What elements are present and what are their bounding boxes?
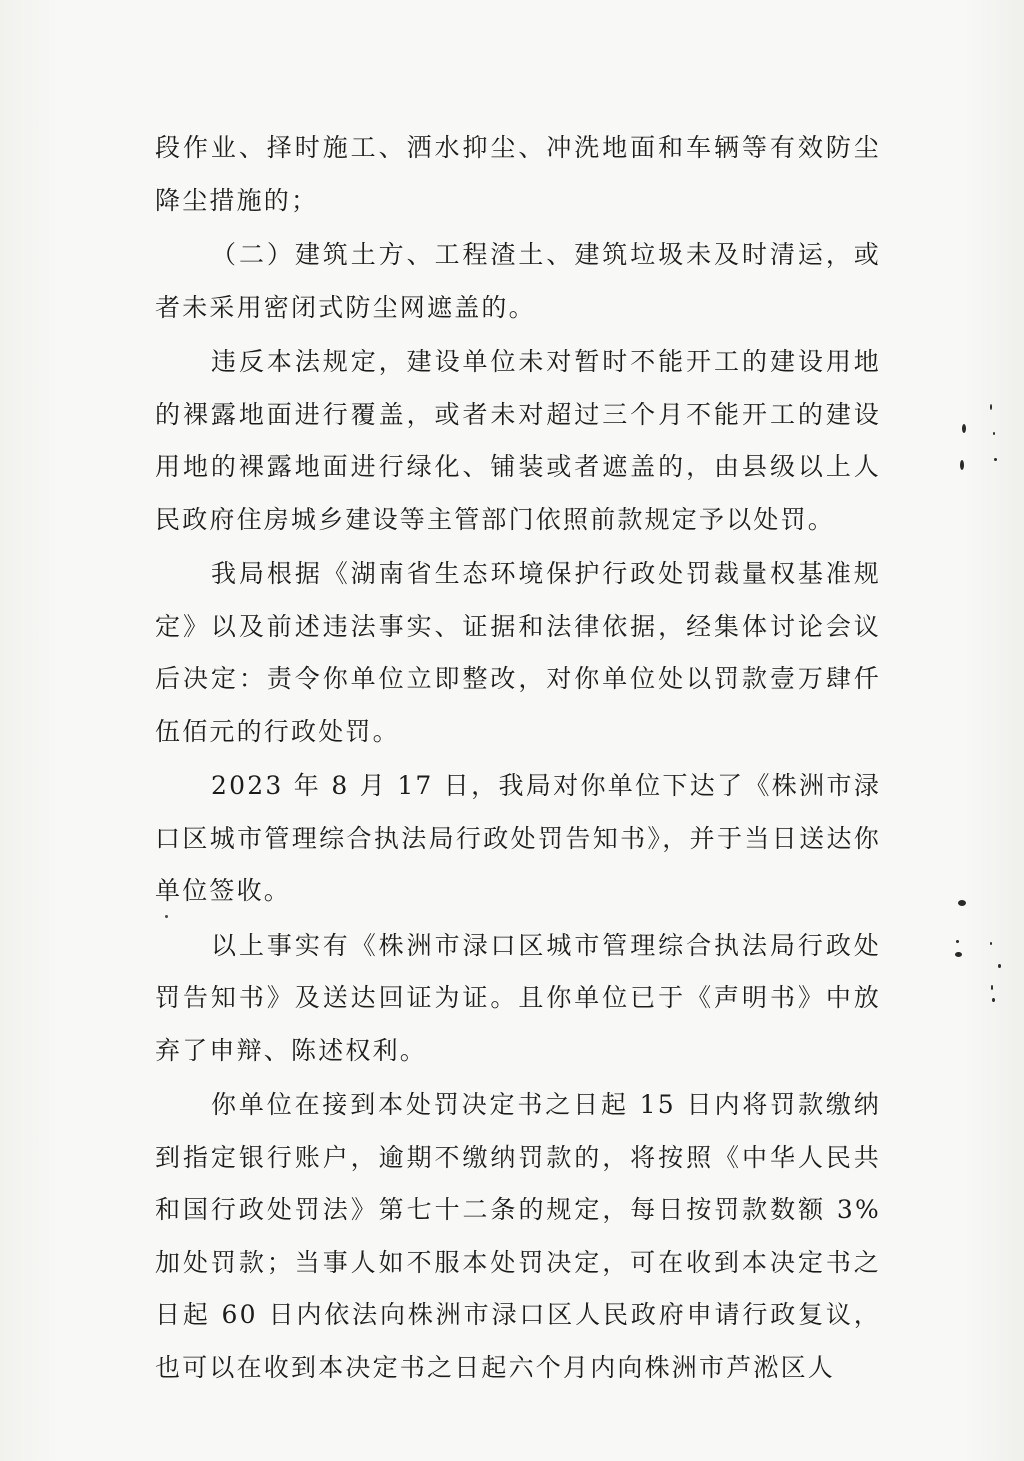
document-body (155, 122, 881, 1396)
paragraph-violation-rule: 违反本法规定，建设单位未对暂时不能开工的建设用地的裸露地面进行覆盖，或者未对超过三个月不能开工的建设用地的裸露地面进行绿化、铺装或者遮盖的，由县级以上人民政府住房城乡建设等主管部门依照前款规定予以处罚。 (155, 347, 881, 534)
paragraph-decision: 我局根据《湖南省生态环境保护行政处罚裁量权基准规定》以及前述违法事实、证据和法律依据，经集体讨论会议后决定：责令你单位立即整改，对你单位处以罚款壹万肆仟伍佰元的行政处罚。 (155, 559, 881, 746)
paragraph-item-two: （二）建筑土方、工程渣土、建筑垃圾未及时清运，或者未采用密闭式防尘网遮盖的。 (155, 240, 881, 322)
paragraph-evidence: 以上事实有《株洲市渌口区城市管理综合执法局行政处罚告知书》及送达回证为证。且你单位已于《声明书》中放弃了申辩、陈述权利。 (155, 930, 881, 1065)
paragraph-notice-delivery: 2023 年 8 月 17 日，我局对你单位下达了《株洲市渌口区城市管理综合执法局行政处罚告知书》，并于当日送达你单位签收。 (155, 771, 881, 905)
margin-dot (165, 915, 168, 918)
paragraph-continued-measures: 段作业、择时施工、洒水抑尘、冲洗地面和车辆等有效防尘降尘措施的； (155, 133, 881, 215)
paragraph-payment-appeal: 你单位在接到本处罚决定书之日起 15 日内将罚款缴纳到指定银行账户，逾期不缴纳罚款的，将按照《中华人民共和国行政处罚法》第七十二条的规定，每日按罚款数额 3%加处罚款；当事人如不服本处罚决定，可在收到本决定书之日起 60 日内依法向株洲市渌口区人民政府申请行政复议，也可以在收到本决定书之日起六个月内向株洲市芦淞区人 (155, 1090, 881, 1382)
